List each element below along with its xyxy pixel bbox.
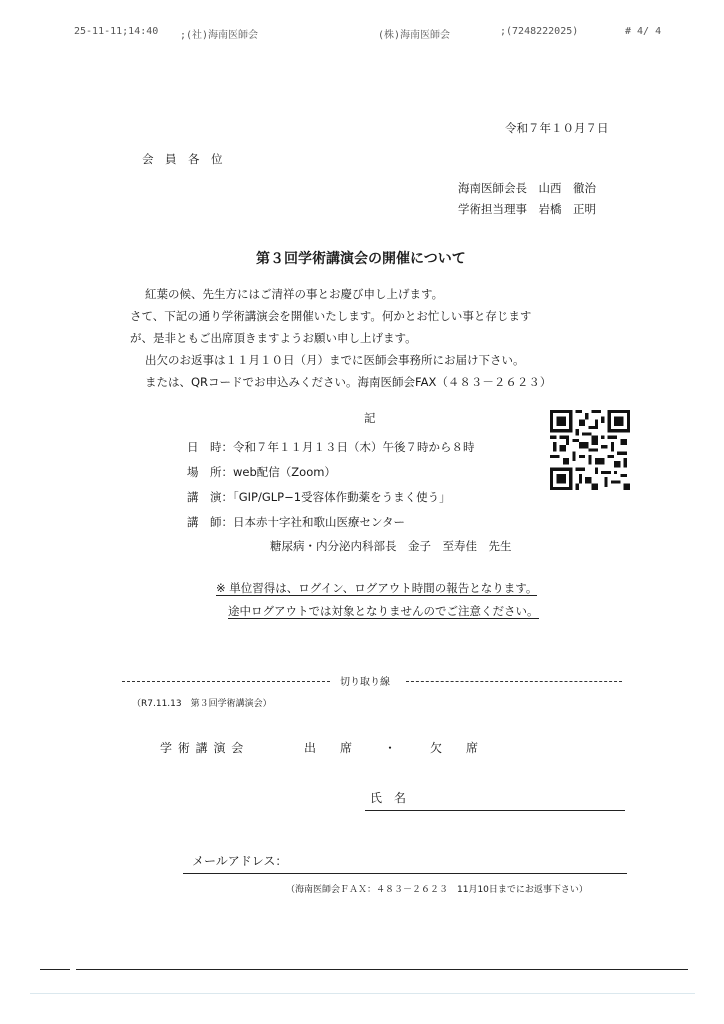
addressee: 会 員 各 位 <box>142 152 223 166</box>
page-edge <box>30 993 695 994</box>
note-credit-text: ※ 単位習得は、ログイン、ログアウト時間の報告となります。 <box>216 581 538 595</box>
ki-heading: 記 <box>364 411 376 425</box>
detail-value: ：日本赤十字社和歌山医療センター <box>221 515 406 529</box>
body-line-4: 出欠のお返事は１１月１０日（月）までに医師会事務所にお届け下さい。 <box>145 353 525 367</box>
body-line-3: が、是非ともご出席頂きますようお願い申し上げます。 <box>130 331 417 345</box>
name-label: 氏 名 <box>370 791 407 805</box>
detail-label: 講 師 <box>187 515 222 529</box>
detail-datetime <box>187 439 475 455</box>
detail-label: 日 時 <box>187 440 222 454</box>
option-separator: ・ <box>384 741 397 755</box>
detail-value: ：web配信（Zoom） <box>221 465 336 479</box>
note-logout-text: 途中ログアウトでは対象となりませんのでご注意ください。 <box>228 604 539 618</box>
fax-number: ;(7248222025) <box>500 26 579 37</box>
detail-value: ：令和７年１１月１３日（木）午後７時から８時 <box>221 440 475 454</box>
sender-director: 学術担当理事 岩橋 正明 <box>458 202 596 216</box>
absent-option[interactable]: 欠 席 <box>430 741 479 755</box>
email-field[interactable] <box>183 873 627 874</box>
letter-title: 第３回学術講演会の開催について <box>256 251 466 267</box>
cut-line-right <box>406 681 622 682</box>
letter-date: 令和７年１０月７日 <box>505 121 609 135</box>
body-line-5: または、QRコードでお申込みください。海南医師会FAX（４８３－２６２３） <box>145 375 552 389</box>
attend-option[interactable]: 出 席 <box>304 741 353 755</box>
detail-lecturer <box>187 514 405 530</box>
fax-receiver: (株)海南医師会 <box>378 30 451 41</box>
bottom-rule-left <box>40 969 70 970</box>
cut-line-label: 切り取り線 <box>340 677 390 688</box>
bottom-rule <box>76 969 688 970</box>
reply-footer: （海南医師会ＦＡＸ：４８３－２６２３ 11月10日までにお返事下さい） <box>286 885 588 895</box>
fax-datetime: 25-11-11;14:40 <box>74 26 159 37</box>
detail-label: 場 所 <box>187 465 222 479</box>
body-line-1: 紅葉の候、先生方にはご清祥の事とお慶び申し上げます。 <box>145 287 444 301</box>
detail-venue <box>187 464 336 480</box>
name-field[interactable] <box>365 810 625 811</box>
detail-label: 講 演 <box>187 490 222 504</box>
event-label: 学 術 講 演 会 <box>160 741 245 755</box>
lecturer-name: 糖尿病・内分泌内科部長 金子 至寿佳 先生 <box>270 539 512 553</box>
detail-value: ：「GIP/GLP−1受容体作動薬をうまく使う」 <box>221 490 451 504</box>
fax-sender: ;(社)海南医師会 <box>180 30 259 41</box>
event-reference: （R7.11.13 第３回学術講演会） <box>132 699 272 709</box>
note-credit <box>216 580 537 596</box>
qr-code-icon[interactable] <box>550 410 630 490</box>
detail-lecture <box>187 489 451 505</box>
body-line-2: さて、下記の通り学術講演会を開催いたします。何かとお忙しい事と存じます <box>130 309 532 323</box>
cut-line-left <box>122 681 330 682</box>
email-label: メールアドレス： <box>192 854 288 868</box>
sender-president: 海南医師会長 山西 徹治 <box>458 181 596 195</box>
note-logout <box>228 603 539 619</box>
fax-page: # 4/ 4 <box>625 26 662 37</box>
